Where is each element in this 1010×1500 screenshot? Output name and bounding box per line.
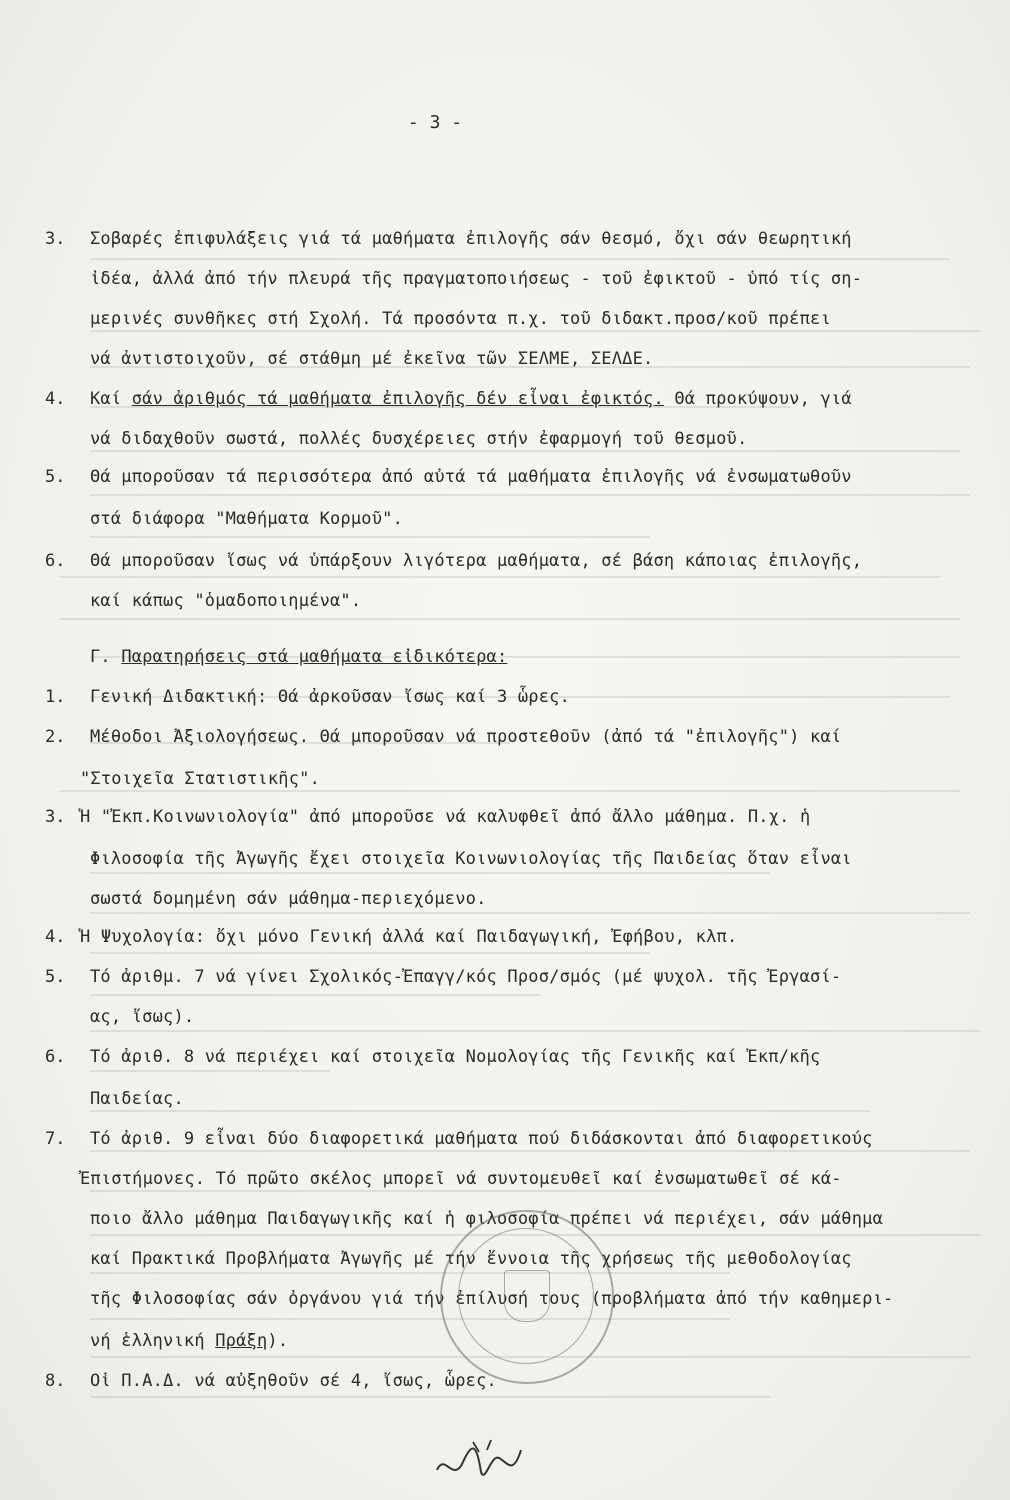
item-number: 5. bbox=[45, 467, 66, 487]
body-line: Θά μποροῦσαν ἴσως νά ὑπάρξουν λιγότερα μαθήματα, σέ βάση κάποιας ἐπιλογῆς, bbox=[90, 551, 863, 571]
body-line: νά διδαχθοῦν σωστά, πολλές δυσχέρειες στήν ἐφαρμογή τοῦ θεσμοῦ. bbox=[90, 429, 748, 449]
body-line: στά διάφορα "Μαθήματα Κορμοῦ". bbox=[90, 509, 404, 529]
body-line: ποιο ἄλλο μάθημα Παιδαγωγικῆς καί ἡ φιλοσοφία πρέπει νά περιέχει, σάν μάθημα bbox=[90, 1209, 884, 1229]
page-number: - 3 - bbox=[407, 112, 463, 133]
item-number: 6. bbox=[45, 551, 66, 571]
official-seal-stamp bbox=[440, 1210, 614, 1384]
underlined-text: σάν ἀριθμός τά μαθήματα ἐπιλογῆς δέν εἶναι ἐφικτός. bbox=[131, 389, 664, 409]
body-line: Γενική Διδακτική: Θά ἀρκοῦσαν ἴσως καί 3 ὧρες. bbox=[90, 687, 571, 707]
item-number: 3. bbox=[45, 229, 66, 249]
body-line: καί Πρακτικά Προβλήματα Ἀγωγῆς μέ τήν ἔννοια τῆς χρήσεως τῆς μεθοδολογίας bbox=[90, 1249, 852, 1269]
underlined-text: Πράξη bbox=[215, 1331, 268, 1351]
body-line: Παιδείας. bbox=[90, 1089, 184, 1109]
coat-of-arms-icon bbox=[504, 1270, 550, 1322]
item-number: 6. bbox=[45, 1047, 66, 1067]
body-line: νά ἀντιστοιχοῦν, σέ στάθμη μέ ἐκεῖνα τῶν ΣΕΛΜΕ, ΣΕΛΔΕ. bbox=[90, 349, 654, 369]
body-line: "Στοιχεῖα Στατιστικῆς". bbox=[80, 769, 321, 789]
item-number: 4. bbox=[45, 927, 66, 947]
body-line: σωστά δομημένη σάν μάθημα-περιεχόμενο. bbox=[90, 889, 487, 909]
body-line: Ἐπιστήμονες. Τό πρῶτο σκέλος μπορεῖ νά συντομευθεῖ καί ἐνσωματωθεῖ σέ κά- bbox=[80, 1169, 842, 1189]
underlined-text: Παρατηρήσεις στά μαθήματα εἰδικότερα: bbox=[121, 647, 508, 667]
body-line: Θά μποροῦσαν τά περισσότερα ἀπό αὐτά τά μαθήματα ἐπιλογῆς νά ἐνσωματωθοῦν bbox=[90, 467, 852, 487]
signature-mark bbox=[425, 1432, 535, 1492]
body-line: μερινές συνθῆκες στή Σχολή. Τά προσόντα π.χ. τοῦ διδακτ.προσ/κοῦ πρέπει bbox=[90, 309, 831, 329]
body-line: ἰδέα, ἀλλά ἀπό τήν πλευρά τῆς πραγματοποιήσεως - τοῦ ἐφικτοῦ - ὑπό τίς ση- bbox=[90, 269, 863, 289]
item-number: 5. bbox=[45, 967, 66, 987]
body-line: Οἱ Π.Α.Δ. νά αὐξηθοῦν σέ 4, ἴσως, ὧρες. bbox=[90, 1371, 497, 1391]
section-heading: Γ. Παρατηρήσεις στά μαθήματα εἰδικότερα: bbox=[90, 647, 508, 667]
body-line: Σοβαρές ἐπιφυλάξεις γιά τά μαθήματα ἐπιλογῆς σάν θεσμό, ὄχι σάν θεωρητική bbox=[90, 229, 852, 249]
body-line: Καί σάν ἀριθμός τά μαθήματα ἐπιλογῆς δέν εἶναι ἐφικτός. Θά προκύψουν, γιά bbox=[90, 389, 852, 409]
item-number: 1. bbox=[45, 687, 66, 707]
body-line: Τό ἀριθμ. 7 νά γίνει Σχολικός-Ἐπαγγ/κός Προσ/σμός (μέ ψυχολ. τῆς Ἐργασί- bbox=[90, 967, 842, 987]
body-line: νή ἑλληνική Πράξη). bbox=[90, 1331, 289, 1351]
item-number: 3. bbox=[45, 807, 66, 827]
item-number: 7. bbox=[45, 1129, 66, 1149]
body-line: Τό ἀριθ. 8 νά περιέχει καί στοιχεῖα Νομολογίας τῆς Γενικῆς καί Ἐκπ/κῆς bbox=[90, 1047, 821, 1067]
item-number: 2. bbox=[45, 727, 66, 747]
body-line: Ἡ Ψυχολογία: ὄχι μόνο Γενική ἀλλά καί Παιδαγωγική, Ἐφήβου, κλπ. bbox=[80, 927, 738, 947]
body-line: ας, ἴσως). bbox=[90, 1007, 195, 1027]
body-line: τῆς Φιλοσοφίας σάν ὀργάνου γιά τήν ἐπίλυσή τους (προβλήματα ἀπό τήν καθημερι- bbox=[90, 1289, 894, 1309]
body-line: Τό ἀριθ. 9 εἶναι δύο διαφορετικά μαθήματα πού διδάσκονται ἀπό διαφορετικούς bbox=[90, 1129, 873, 1149]
item-number: 4. bbox=[45, 389, 66, 409]
body-line: Μέθοδοι Ἀξιολογήσεως. Θά μποροῦσαν νά προστεθοῦν (ἀπό τά "ἐπιλογῆς") καί bbox=[90, 727, 842, 747]
body-line: καί κάπως "ὁμαδοποιημένα". bbox=[90, 591, 362, 611]
body-line: Φιλοσοφία τῆς Ἀγωγῆς ἔχει στοιχεῖα Κοινωνιολογίας τῆς Παιδείας ὅταν εἶναι bbox=[90, 849, 852, 869]
body-line: Ἡ "Ἐκπ.Κοινωνιολογία" ἀπό μποροῦσε νά καλυφθεῖ ἀπό ἄλλο μάθημα. Π.χ. ἡ bbox=[80, 807, 811, 827]
item-number: 8. bbox=[45, 1371, 66, 1391]
